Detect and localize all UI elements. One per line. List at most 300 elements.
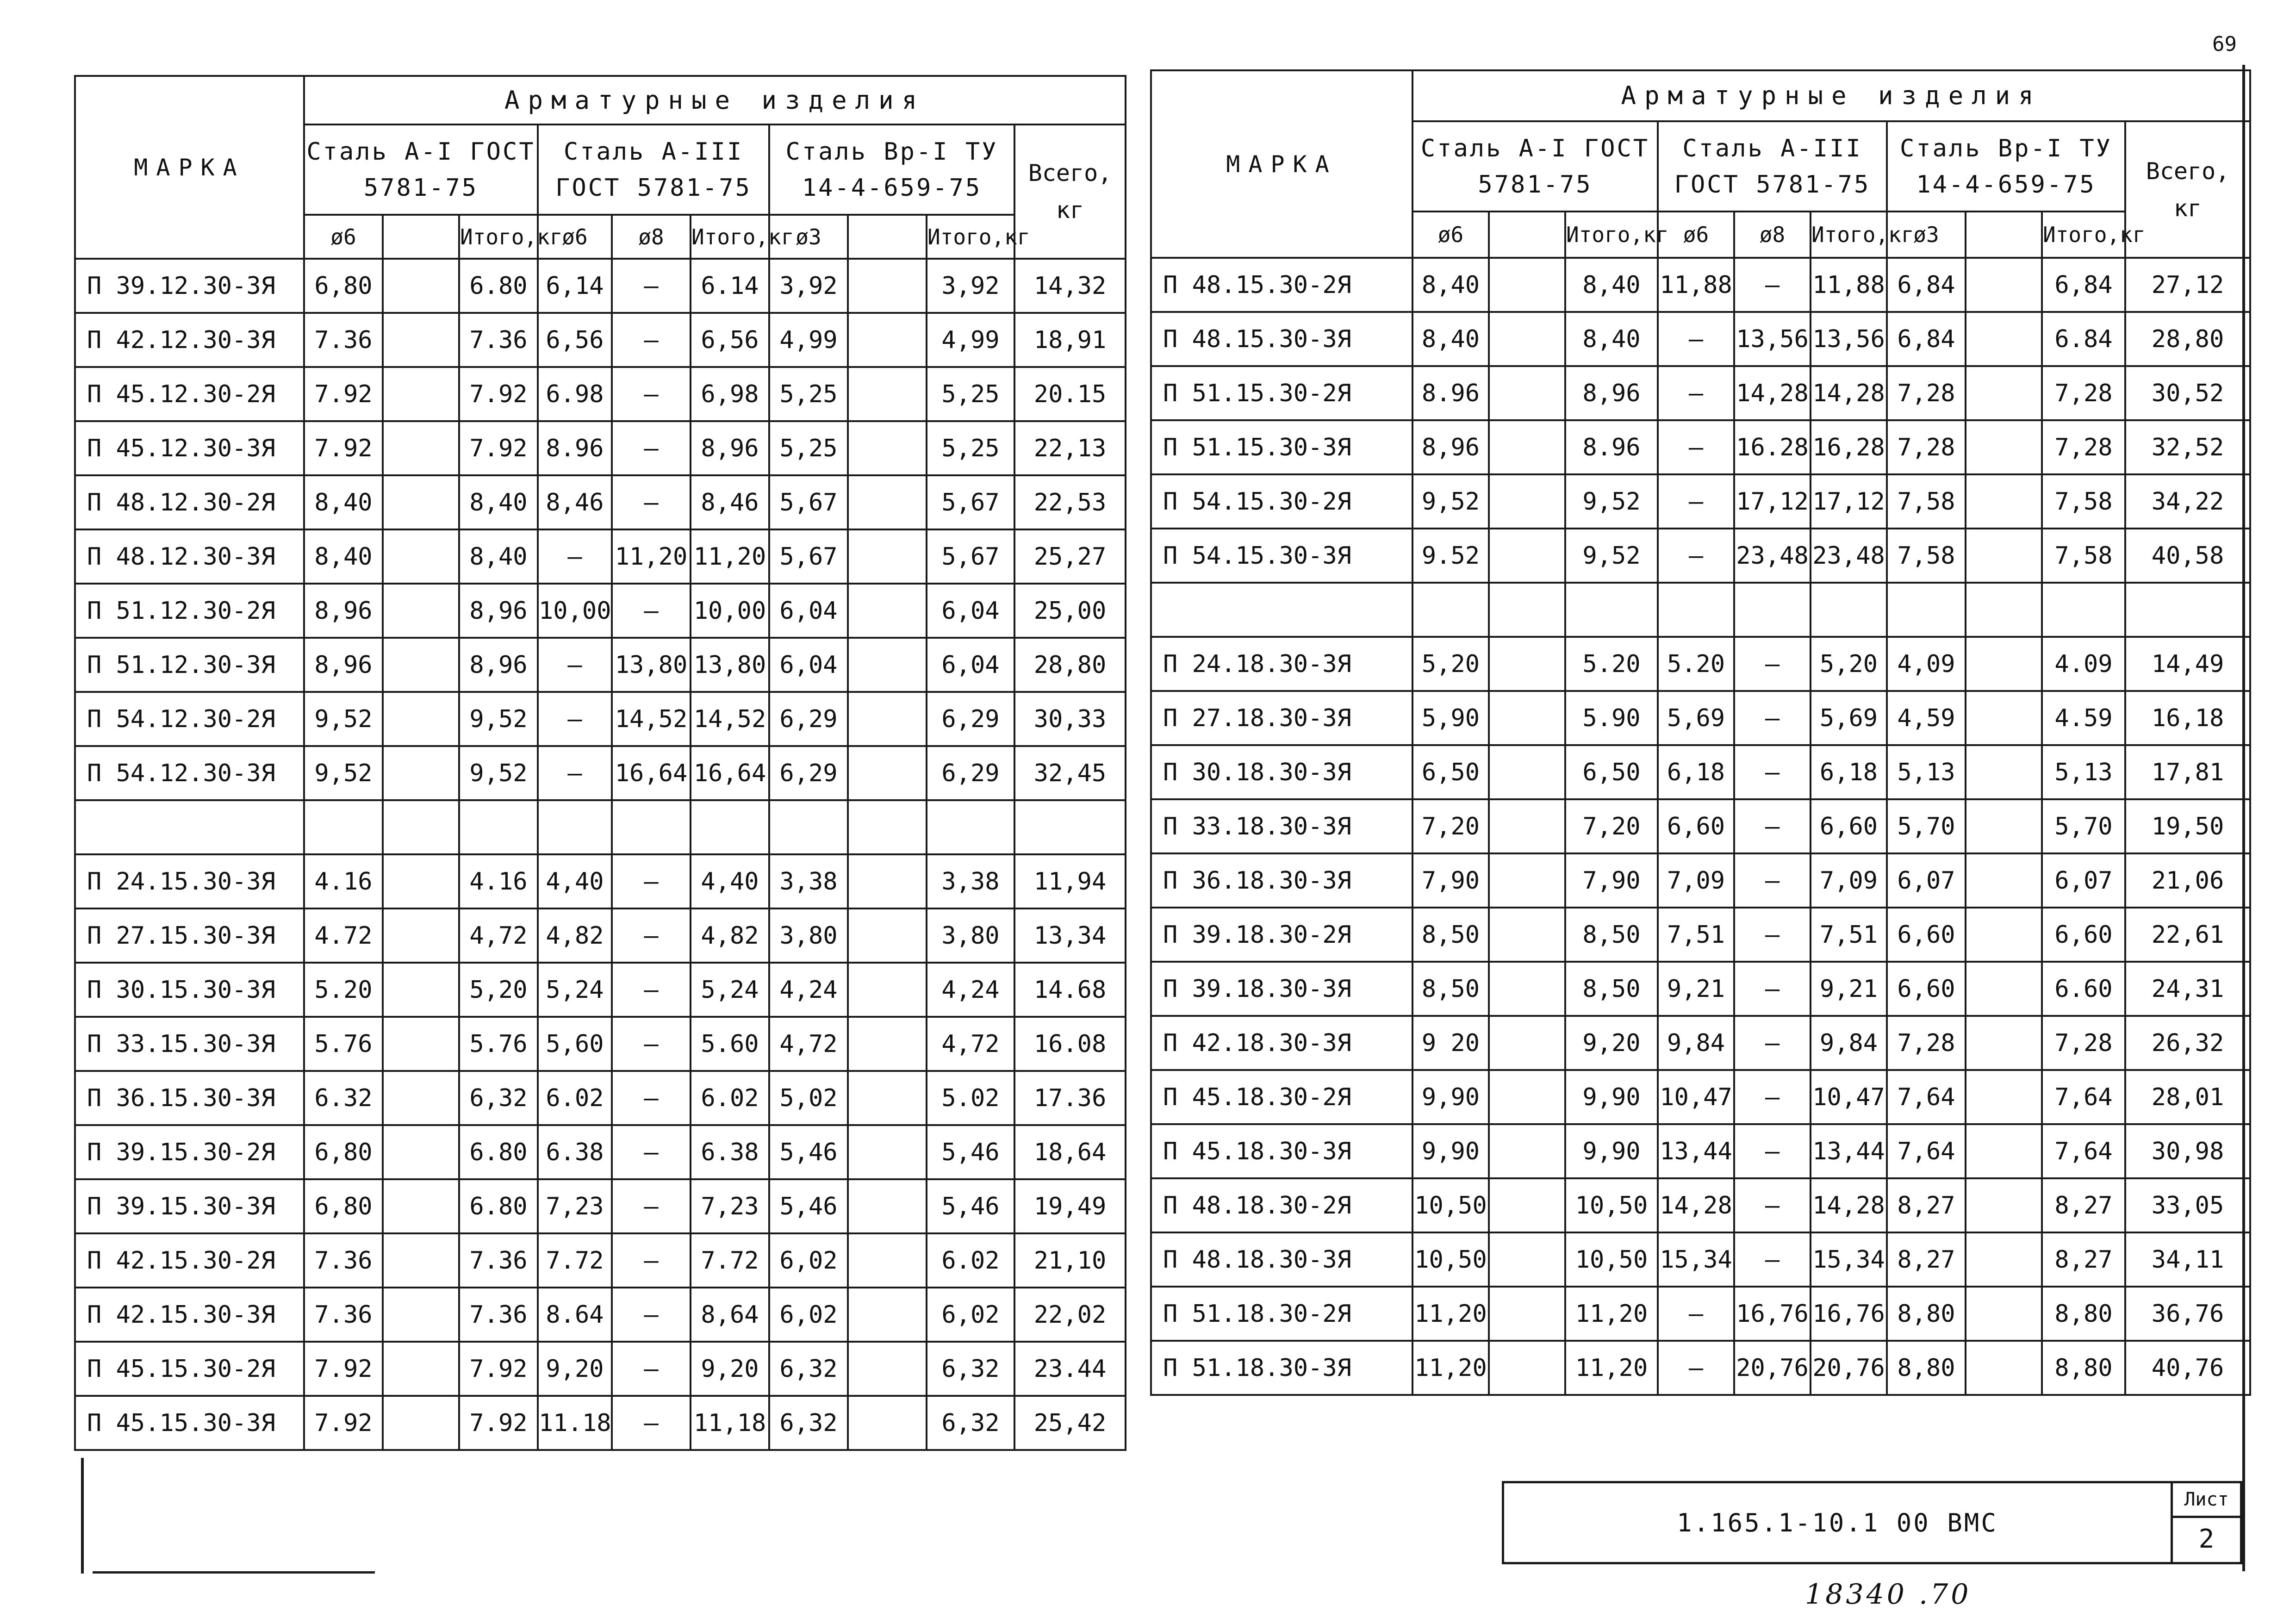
value-cell: 5.20: [1658, 637, 1734, 691]
value-cell: 8,40: [459, 475, 538, 529]
value-cell: [1489, 637, 1565, 691]
value-cell: 16,64: [691, 746, 769, 800]
value-cell: [1489, 1287, 1565, 1341]
value-cell: [383, 1017, 459, 1071]
value-cell: 6,07: [1887, 853, 1966, 908]
value-cell: 8,27: [1887, 1232, 1966, 1287]
value-cell: 22,53: [1014, 475, 1126, 529]
table-row: [75, 1288, 1126, 1342]
value-cell: 10,00: [691, 584, 769, 638]
table-row: [75, 1233, 1126, 1288]
value-cell: [1489, 1178, 1565, 1232]
value-cell: 11,20: [691, 529, 769, 584]
marka-cell: П 36.15.30-3Я: [75, 1071, 304, 1125]
value-cell: 6.98: [538, 367, 612, 421]
table-row: [1151, 908, 2250, 962]
marka-cell: П 42.15.30-3Я: [75, 1288, 304, 1342]
value-cell: 6.84: [2042, 312, 2125, 366]
blank-header: [848, 215, 927, 259]
value-cell: 10,50: [1565, 1232, 1658, 1287]
right-frame-line: [2242, 65, 2245, 1571]
table-row: [75, 692, 1126, 746]
value-cell: 28,80: [1014, 638, 1126, 692]
value-cell: 5,46: [769, 1179, 848, 1233]
value-cell: —: [612, 259, 691, 313]
value-cell: 15,34: [1658, 1232, 1734, 1287]
value-cell: [1966, 745, 2042, 799]
value-cell: [848, 584, 927, 638]
value-cell: 34,22: [2125, 474, 2250, 529]
value-cell: 30,98: [2125, 1124, 2250, 1178]
value-cell: [383, 746, 459, 800]
value-cell: [848, 421, 927, 475]
table-row: [1151, 583, 2250, 637]
value-cell: [383, 1396, 459, 1450]
value-cell: —: [1734, 799, 1811, 853]
value-cell: 5,25: [927, 421, 1014, 475]
value-cell: 7,28: [2042, 420, 2125, 474]
marka-cell: П 39.18.30-3Я: [1151, 962, 1412, 1016]
value-cell: —: [612, 584, 691, 638]
diameter-8-header: ø8: [1734, 212, 1811, 258]
value-cell: 5,25: [769, 367, 848, 421]
value-cell: 3,80: [769, 908, 848, 963]
marka-cell: П 45.18.30-2Я: [1151, 1070, 1412, 1124]
value-cell: 4,82: [538, 908, 612, 963]
value-cell: 7.36: [459, 1233, 538, 1288]
value-cell: [1489, 691, 1565, 745]
value-cell: 20,76: [1734, 1341, 1811, 1395]
value-cell: 36,76: [2125, 1287, 2250, 1341]
value-cell: [383, 1071, 459, 1125]
value-cell: 6,29: [927, 692, 1014, 746]
marka-cell: П 33.18.30-3Я: [1151, 799, 1412, 853]
value-cell: 4,99: [927, 313, 1014, 367]
value-cell: 7.36: [304, 1288, 383, 1342]
value-cell: 6,04: [769, 638, 848, 692]
value-cell: 6,84: [1887, 312, 1966, 366]
table-row: [75, 1179, 1126, 1233]
value-cell: [848, 1179, 927, 1233]
value-cell: 14,32: [1014, 259, 1126, 313]
value-cell: 7,09: [1811, 853, 1887, 908]
value-cell: [538, 800, 612, 854]
value-cell: 14,52: [612, 692, 691, 746]
value-cell: 6,50: [1565, 745, 1658, 799]
value-cell: 6,60: [1658, 799, 1734, 853]
title-block: [1502, 1481, 2242, 1564]
marka-cell: П 39.12.30-3Я: [75, 259, 304, 313]
value-cell: 7.92: [304, 1396, 383, 1450]
table-title: Арматурные изделия: [1412, 70, 2250, 121]
value-cell: [1966, 962, 2042, 1016]
value-cell: [1887, 583, 1966, 637]
value-cell: 3,80: [927, 908, 1014, 963]
value-cell: —: [1734, 1070, 1811, 1124]
value-cell: —: [538, 529, 612, 584]
value-cell: [1966, 799, 2042, 853]
value-cell: 4.09: [2042, 637, 2125, 691]
value-cell: 6,29: [927, 746, 1014, 800]
value-cell: 7.92: [304, 367, 383, 421]
value-cell: 7.92: [459, 421, 538, 475]
value-cell: 11.18: [538, 1396, 612, 1450]
value-cell: 6.02: [538, 1071, 612, 1125]
value-cell: [383, 1342, 459, 1396]
value-cell: 5,46: [769, 1125, 848, 1179]
marka-cell: [75, 800, 304, 854]
value-cell: 28,01: [2125, 1070, 2250, 1124]
value-cell: 5,20: [459, 963, 538, 1017]
value-cell: [848, 1233, 927, 1288]
value-cell: 9,90: [1565, 1124, 1658, 1178]
value-cell: 6,02: [927, 1288, 1014, 1342]
value-cell: 13,80: [612, 638, 691, 692]
marka-cell: П 48.15.30-2Я: [1151, 258, 1412, 312]
page-number: 69: [2212, 32, 2237, 56]
marka-cell: П 48.18.30-2Я: [1151, 1178, 1412, 1232]
value-cell: 8,96: [304, 584, 383, 638]
marka-cell: П 39.15.30-2Я: [75, 1125, 304, 1179]
value-cell: —: [612, 1342, 691, 1396]
value-cell: [1489, 420, 1565, 474]
marka-cell: П 48.12.30-2Я: [75, 475, 304, 529]
value-cell: 6,56: [538, 313, 612, 367]
marka-cell: П 33.15.30-3Я: [75, 1017, 304, 1071]
value-cell: —: [612, 421, 691, 475]
value-cell: 6,04: [927, 638, 1014, 692]
value-cell: —: [1658, 1341, 1734, 1395]
blank-header: [383, 215, 459, 259]
value-cell: 8,80: [2042, 1341, 2125, 1395]
value-cell: [383, 475, 459, 529]
value-cell: 7.36: [459, 1288, 538, 1342]
value-cell: —: [612, 908, 691, 963]
value-cell: [1489, 1124, 1565, 1178]
table-row: [1151, 529, 2250, 583]
value-cell: 16,76: [1811, 1287, 1887, 1341]
value-cell: 23,48: [1811, 529, 1887, 583]
value-cell: 5,67: [927, 475, 1014, 529]
value-cell: 17.36: [1014, 1071, 1126, 1125]
value-cell: [304, 800, 383, 854]
value-cell: [459, 800, 538, 854]
marka-cell: П 24.15.30-3Я: [75, 854, 304, 908]
value-cell: 10,50: [1412, 1232, 1489, 1287]
value-cell: 9,84: [1811, 1016, 1887, 1070]
marka-cell: П 54.15.30-2Я: [1151, 474, 1412, 529]
value-cell: [1489, 799, 1565, 853]
value-cell: 7.92: [459, 1396, 538, 1450]
value-cell: 5,20: [1811, 637, 1887, 691]
value-cell: 9 20: [1412, 1016, 1489, 1070]
value-cell: 7,64: [1887, 1124, 1966, 1178]
handwritten-archive-number: 18340 .70: [1805, 1578, 1972, 1611]
value-cell: [1966, 529, 2042, 583]
table-row: [75, 1396, 1126, 1450]
value-cell: 5,67: [927, 529, 1014, 584]
value-cell: 8,64: [691, 1288, 769, 1342]
value-cell: [1966, 420, 2042, 474]
value-cell: 7.72: [538, 1233, 612, 1288]
value-cell: 13,56: [1734, 312, 1811, 366]
value-cell: —: [1734, 637, 1811, 691]
value-cell: 4,82: [691, 908, 769, 963]
bottom-frame-line: [93, 1571, 375, 1574]
value-cell: 13,56: [1811, 312, 1887, 366]
value-cell: 4,72: [459, 908, 538, 963]
value-cell: [848, 746, 927, 800]
value-cell: 11,18: [691, 1396, 769, 1450]
value-cell: 11,88: [1811, 258, 1887, 312]
value-cell: 7.92: [304, 421, 383, 475]
value-cell: 5,90: [1412, 691, 1489, 745]
value-cell: 6.60: [2042, 962, 2125, 1016]
table-row: [1151, 1341, 2250, 1395]
value-cell: 9.52: [1412, 529, 1489, 583]
value-cell: 4,40: [691, 854, 769, 908]
value-cell: 11,20: [612, 529, 691, 584]
value-cell: [848, 908, 927, 963]
value-cell: —: [1658, 474, 1734, 529]
marka-cell: П 45.12.30-2Я: [75, 367, 304, 421]
value-cell: —: [1658, 312, 1734, 366]
table-row: [1151, 258, 2250, 312]
table-row: [1151, 1178, 2250, 1232]
value-cell: 6,60: [1887, 908, 1966, 962]
value-cell: 8,40: [1565, 312, 1658, 366]
table-row: [1151, 312, 2250, 366]
value-cell: [1966, 1178, 2042, 1232]
value-cell: 7,23: [691, 1179, 769, 1233]
value-cell: 6,84: [2042, 258, 2125, 312]
marka-cell: П 48.12.30-3Я: [75, 529, 304, 584]
value-cell: 9,52: [459, 692, 538, 746]
value-cell: 16,76: [1734, 1287, 1811, 1341]
marka-header: МАРКА: [75, 76, 304, 259]
value-cell: 6,80: [304, 1179, 383, 1233]
value-cell: —: [612, 1071, 691, 1125]
value-cell: [848, 854, 927, 908]
value-cell: 6.02: [927, 1233, 1014, 1288]
value-cell: 16,64: [612, 746, 691, 800]
value-cell: 8,46: [691, 475, 769, 529]
value-cell: 32,52: [2125, 420, 2250, 474]
value-cell: 8,40: [304, 529, 383, 584]
marka-cell: П 51.12.30-3Я: [75, 638, 304, 692]
value-cell: 8,80: [1887, 1287, 1966, 1341]
value-cell: [1966, 1070, 2042, 1124]
value-cell: 9,21: [1811, 962, 1887, 1016]
sheet-cell: [2171, 1483, 2240, 1562]
value-cell: 22,61: [2125, 908, 2250, 962]
value-cell: 30,52: [2125, 366, 2250, 420]
value-cell: 5,69: [1658, 691, 1734, 745]
value-cell: 7,64: [2042, 1070, 2125, 1124]
value-cell: 6,56: [691, 313, 769, 367]
value-cell: 6,32: [769, 1342, 848, 1396]
value-cell: 5,69: [1811, 691, 1887, 745]
subtotal-header: Итого,кг: [2042, 212, 2125, 258]
value-cell: [1565, 583, 1658, 637]
value-cell: 11,88: [1658, 258, 1734, 312]
value-cell: [848, 367, 927, 421]
value-cell: 11,20: [1565, 1341, 1658, 1395]
value-cell: [1966, 583, 2042, 637]
value-cell: [383, 313, 459, 367]
value-cell: 7,58: [2042, 529, 2125, 583]
value-cell: [383, 529, 459, 584]
value-cell: 6.80: [459, 1125, 538, 1179]
table-row: [75, 367, 1126, 421]
value-cell: 9,52: [1565, 529, 1658, 583]
value-cell: 25,42: [1014, 1396, 1126, 1450]
value-cell: 19,49: [1014, 1179, 1126, 1233]
table-row: [1151, 691, 2250, 745]
steel-a1-header: Сталь А-I ГОСТ 5781-75: [304, 124, 538, 215]
value-cell: 22,13: [1014, 421, 1126, 475]
value-cell: 9,52: [1412, 474, 1489, 529]
marka-cell: П 36.18.30-3Я: [1151, 853, 1412, 908]
value-cell: [848, 1396, 927, 1450]
value-cell: [848, 963, 927, 1017]
value-cell: 5.90: [1565, 691, 1658, 745]
value-cell: [1966, 1232, 2042, 1287]
value-cell: 6,32: [459, 1071, 538, 1125]
value-cell: [383, 908, 459, 963]
value-cell: [1811, 583, 1887, 637]
total-header: Всего, кг: [1014, 124, 1126, 259]
value-cell: 10,00: [538, 584, 612, 638]
value-cell: 9,84: [1658, 1016, 1734, 1070]
value-cell: [1966, 474, 2042, 529]
value-cell: 5,25: [769, 421, 848, 475]
value-cell: [383, 963, 459, 1017]
table-row: [1151, 745, 2250, 799]
value-cell: 6,84: [1887, 258, 1966, 312]
table-row: [75, 259, 1126, 313]
sheet-number: 2: [2198, 1524, 2215, 1554]
marka-cell: П 27.15.30-3Я: [75, 908, 304, 963]
value-cell: 11,94: [1014, 854, 1126, 908]
value-cell: [383, 1233, 459, 1288]
table-row: [75, 1017, 1126, 1071]
blank-header: [1966, 212, 2042, 258]
value-cell: 20,76: [1811, 1341, 1887, 1395]
value-cell: 7,28: [1887, 366, 1966, 420]
value-cell: 5.60: [691, 1017, 769, 1071]
value-cell: 7,23: [538, 1179, 612, 1233]
steel-a3-header: Сталь А-III ГОСТ 5781-75: [1658, 121, 1887, 212]
value-cell: 11,20: [1412, 1341, 1489, 1395]
value-cell: 5,70: [2042, 799, 2125, 853]
marka-cell: П 48.15.30-3Я: [1151, 312, 1412, 366]
value-cell: 6,32: [769, 1396, 848, 1450]
value-cell: [1489, 908, 1565, 962]
value-cell: [383, 692, 459, 746]
value-cell: 9,52: [459, 746, 538, 800]
value-cell: 25,27: [1014, 529, 1126, 584]
value-cell: [848, 529, 927, 584]
value-cell: 18,64: [1014, 1125, 1126, 1179]
marka-header: МАРКА: [1151, 70, 1412, 258]
value-cell: —: [1658, 529, 1734, 583]
value-cell: —: [538, 692, 612, 746]
value-cell: [383, 1288, 459, 1342]
value-cell: 14,49: [2125, 637, 2250, 691]
value-cell: 13,34: [1014, 908, 1126, 963]
marka-cell: П 54.15.30-3Я: [1151, 529, 1412, 583]
value-cell: [1489, 258, 1565, 312]
value-cell: 8,27: [1887, 1178, 1966, 1232]
value-cell: [927, 800, 1014, 854]
value-cell: 8,40: [1412, 258, 1489, 312]
value-cell: 14.68: [1014, 963, 1126, 1017]
value-cell: [1489, 366, 1565, 420]
diameter-3-header: ø3: [769, 215, 848, 259]
marka-cell: [1151, 583, 1412, 637]
value-cell: 7,20: [1565, 799, 1658, 853]
value-cell: [383, 421, 459, 475]
value-cell: 7,28: [1887, 420, 1966, 474]
value-cell: 23,48: [1734, 529, 1811, 583]
value-cell: 16.08: [1014, 1017, 1126, 1071]
marka-cell: П 51.18.30-2Я: [1151, 1287, 1412, 1341]
marka-cell: П 39.15.30-3Я: [75, 1179, 304, 1233]
table-row: [1151, 474, 2250, 529]
value-cell: [1489, 745, 1565, 799]
value-cell: —: [612, 313, 691, 367]
value-cell: 8,80: [1887, 1341, 1966, 1395]
value-cell: 9,52: [304, 746, 383, 800]
value-cell: [2042, 583, 2125, 637]
blank-header: [1489, 212, 1565, 258]
value-cell: —: [538, 746, 612, 800]
value-cell: 9,20: [538, 1342, 612, 1396]
table-row: [75, 313, 1126, 367]
value-cell: [1489, 1070, 1565, 1124]
value-cell: [383, 638, 459, 692]
value-cell: 6,98: [691, 367, 769, 421]
table-row: [75, 854, 1126, 908]
value-cell: [1966, 312, 2042, 366]
table-title: Арматурные изделия: [304, 76, 1126, 124]
value-cell: 6,32: [927, 1342, 1014, 1396]
value-cell: 20.15: [1014, 367, 1126, 421]
value-cell: [1966, 691, 2042, 745]
value-cell: 17,12: [1734, 474, 1811, 529]
diameter-6-header: ø6: [538, 215, 612, 259]
value-cell: [848, 1125, 927, 1179]
subtotal-header: Итого,кг: [1565, 212, 1658, 258]
table-row: [1151, 1232, 2250, 1287]
value-cell: [1966, 366, 2042, 420]
value-cell: 6,07: [2042, 853, 2125, 908]
value-cell: 6,14: [538, 259, 612, 313]
marka-cell: П 51.18.30-3Я: [1151, 1341, 1412, 1395]
value-cell: [1966, 1341, 2042, 1395]
marka-cell: П 45.12.30-3Я: [75, 421, 304, 475]
value-cell: 26,32: [2125, 1016, 2250, 1070]
value-cell: [1412, 583, 1489, 637]
value-cell: 14,28: [1734, 366, 1811, 420]
value-cell: 7,28: [2042, 1016, 2125, 1070]
value-cell: 6,60: [1887, 962, 1966, 1016]
value-cell: [2125, 583, 2250, 637]
value-cell: 4,99: [769, 313, 848, 367]
value-cell: 6.02: [691, 1071, 769, 1125]
value-cell: —: [1658, 1287, 1734, 1341]
